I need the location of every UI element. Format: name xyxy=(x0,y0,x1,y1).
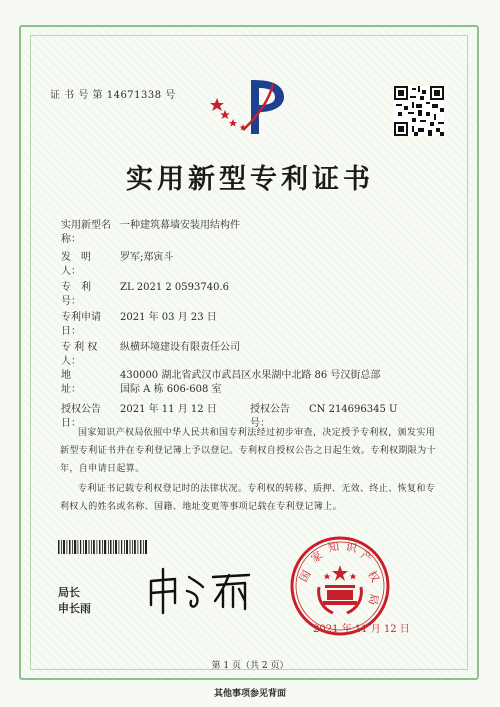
svg-text:权: 权 xyxy=(364,568,382,585)
field-value: 2021 年 11 月 12 日 xyxy=(120,404,217,415)
field-value: CN 214696345 U xyxy=(309,404,398,415)
field-utility-model-name xyxy=(61,219,240,247)
address-line-1: 430000 湖北省武汉市武昌区水果湖中北路 86 号汉街总部 xyxy=(120,370,381,381)
svg-text:知: 知 xyxy=(327,540,341,555)
field-label: 专 利 权 人： xyxy=(61,342,98,367)
field-value: ZL 2021 2 0593740.6 xyxy=(120,282,230,293)
svg-text:产: 产 xyxy=(357,548,375,566)
svg-text:家: 家 xyxy=(308,548,325,566)
cnipa-logo-icon xyxy=(203,72,293,142)
address-value xyxy=(120,369,380,397)
field-patent-number xyxy=(61,281,230,309)
field-application-date xyxy=(61,311,217,339)
field-value: 2021 年 03 月 23 日 xyxy=(120,312,217,323)
field-value: 一种建筑幕墙安装用结构件 xyxy=(120,220,240,231)
field-label: 发 明 人： xyxy=(61,252,101,277)
svg-text:局: 局 xyxy=(366,592,381,606)
director-title: 局长 xyxy=(58,586,80,599)
field-label: 授权公告号： xyxy=(250,404,290,429)
field-label: 授权公告日： xyxy=(61,404,101,429)
certificate-title: 实用新型专利证书 xyxy=(126,164,374,195)
field-label: 实用新型名称： xyxy=(61,220,111,245)
field-label: 地 址： xyxy=(61,370,101,395)
barcode-icon xyxy=(58,540,148,554)
svg-text:识: 识 xyxy=(344,540,359,556)
qr-code-icon xyxy=(394,86,444,136)
field-patentee xyxy=(61,341,240,369)
director-signature-icon xyxy=(145,563,255,618)
address-line-2: 国际 A 栋 606-608 室 xyxy=(120,384,222,395)
legal-status-paragraph: 专利证书记载专利权登记时的法律状况。专利权的转移、质押、无效、终止、恢复和专利权人的姓名或名称、国籍、地址变更等事项记载在专利登记簿上。 xyxy=(60,484,436,512)
field-inventor xyxy=(61,251,174,279)
certificate-number: 证 书 号 第 14671338 号 xyxy=(50,90,176,101)
field-label: 专 利 号： xyxy=(61,282,101,307)
field-value: 罗军;郑寅斗 xyxy=(120,252,174,263)
page-number: 第 1 页（共 2 页） xyxy=(211,661,289,671)
director-name: 申长雨 xyxy=(58,602,91,615)
field-address xyxy=(61,369,381,397)
footer-note: 其他事项参见背面 xyxy=(213,689,286,699)
svg-text:国: 国 xyxy=(296,568,314,585)
grant-paragraph: 国家知识产权局依照中华人民共和国专利法经过初步审查，决定授予专利权，颁发实用新型专利证书并在专利登记簿上予以登记。专利权自授权公告之日起生效。专利权期限为十年，自申请日起算。 xyxy=(60,428,437,474)
field-value: 纵横环境建设有限责任公司 xyxy=(120,342,240,353)
seal-date: 2021 年 11 月 12 日 xyxy=(313,624,410,635)
field-label: 专利申请日： xyxy=(61,312,101,337)
